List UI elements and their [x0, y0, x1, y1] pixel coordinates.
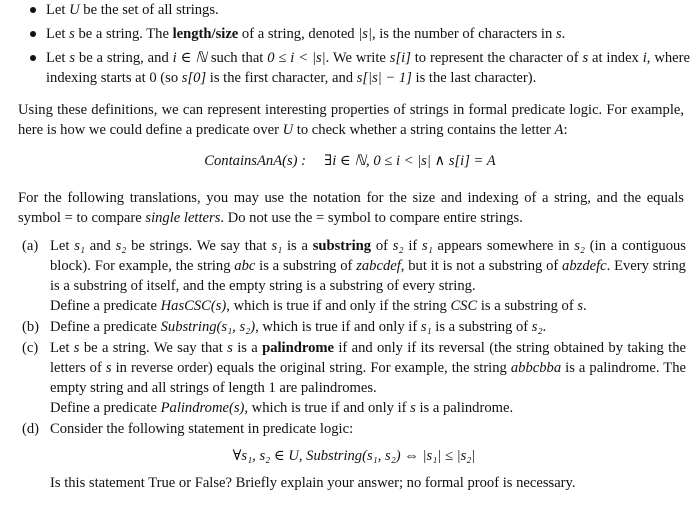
list-item: Let s be a string, and i ∈ ℕ such that 0 ≤ i < |s|. We write s[i] to represent the character of s at index i, where indexing starts at 0 (so s[0] is the first character, and s[|s| − 1] is the last character). [18, 48, 690, 88]
intro-paragraph: Using these definitions, we can represent interesting properties of strings in formal predicate logic. For example, here is how we could define a predicate over U to check whether a string contains the letter A: [18, 102, 684, 138]
list-item: Let U be the set of all strings. [18, 0, 690, 20]
bullet-icon [30, 55, 36, 61]
part-d-text: Consider the following statement in predicate logic: [50, 421, 354, 437]
list-item: Let s be a string. The length/size of a string, denoted |s|, is the number of characters in s. [18, 24, 690, 44]
formula-lhs: ContainsAnA(s) : [204, 153, 307, 169]
bullet-icon [30, 7, 36, 13]
part-label: (b) [22, 319, 40, 335]
example-formula [0, 151, 700, 171]
part-label: (a) [22, 238, 39, 254]
part-c-text: Let s be a string. We say that s is a palindrome if and only if its reversal (the string obtained by taking the letters of s in reverse order) equals the original string. For example, the string abbcbba is a palindrome. The empty string and all strings of length 1 are palindromes. [50, 340, 686, 396]
formula-rhs: ∃i ∈ ℕ, 0 ≤ i < |s| ∧ s[i] = A [324, 153, 496, 169]
part-a [22, 236, 686, 316]
part-d-formula: ∀s₁, s₂ ∈ U, Substring(s₁, s₂) ⇔ |s₁| ≤ |s₂| [232, 448, 476, 464]
part-b-text: Define a predicate Substring(s₁, s₂), which is true if and only if s₁ is a substring of s₂. [50, 319, 547, 335]
part-label: (d) [22, 421, 40, 437]
part-a-define: Define a predicate HasCSC(s), which is true if and only if the string CSC is a substring of s. [50, 298, 587, 314]
part-c [22, 338, 686, 418]
bullet-icon [30, 31, 36, 37]
part-c-define: Define a predicate Palindrome(s), which is true if and only if s is a palindrome. [50, 400, 514, 416]
part-a-text: Let s₁ and s₂ be strings. We say that s₁ is a substring of s₂ if s₁ appears somewhere in s₂ (in a contiguous block). For example, the string abc is a substring of zabcdef, but it is not a substring of abzdefc. Every string is a substring of itself, and the empty string is a substring of every string. [50, 238, 686, 294]
part-d [22, 419, 686, 493]
translation-paragraph: For the following translations, you may use the notation for the size and indexing of a string, and the equals symbol = to compare single letters. Do not use the = symbol to compare entire strings. [18, 190, 684, 226]
part-d-question: Is this statement True or False? Briefly explain your answer; no formal proof is necessary. [50, 475, 576, 491]
part-b [22, 317, 686, 337]
part-label: (c) [22, 340, 39, 356]
question-parts [22, 236, 686, 493]
